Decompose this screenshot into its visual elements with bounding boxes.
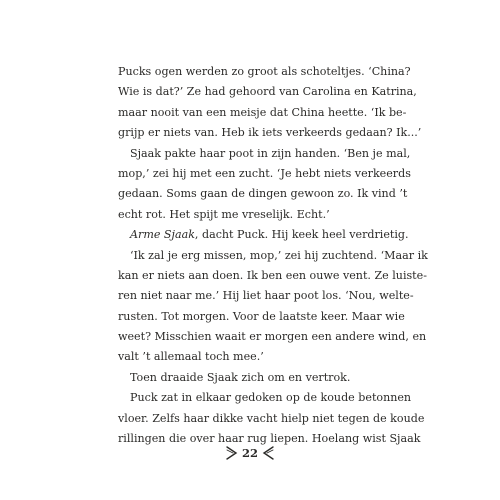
text-line: rusten. Tot morgen. Voor de laatste keer. Maar wie	[118, 309, 405, 323]
text-run: , dacht Puck. Hij keek heel verdrietig.	[194, 228, 409, 242]
text-line: kan er niets aan doen. Ik ben een ouwe vent. Ze luiste-	[118, 268, 427, 282]
body-text	[118, 62, 428, 449]
text-line: rillingen die over haar rug liepen. Hoelang wist Sjaak	[118, 432, 421, 446]
text-line: Sjaak pakte haar poot in zijn handen. ‘Ben je mal,	[130, 146, 411, 160]
text-line: Pucks ogen werden zo groot als schoteltjes. ‘China?	[118, 65, 411, 78]
text-line: maar nooit van een meisje dat China heette. ‘Ik be-	[118, 105, 407, 119]
text-line	[118, 225, 409, 245]
text-line: ‘Ik zal je erg missen, mop,’ zei hij zuchtend. ‘Maar ik	[130, 248, 428, 262]
text-line: vloer. Zelfs haar dikke vacht hielp niet tegen de koude	[118, 411, 425, 425]
text-line: echt rot. Het spijt me vreselijk. Echt.’	[118, 207, 330, 221]
text-line: Puck zat in elkaar gedoken op de koude betonnen	[130, 391, 412, 405]
chevron-right-ornament-icon	[226, 446, 238, 460]
page-number: 22	[241, 446, 258, 460]
page-footer	[0, 445, 500, 460]
italic-phrase: Arme Sjaak	[130, 228, 195, 242]
text-line: valt ’t allemaal toch mee.’	[118, 350, 264, 364]
text-line: Toen draaide Sjaak zich om en vertrok.	[130, 370, 351, 384]
text-line: gedaan. Soms gaan de dingen gewoon zo. Ik vind ’t	[118, 187, 408, 201]
text-line: mop,’ zei hij met een zucht. ‘Je hebt niets verkeerds	[118, 166, 411, 180]
text-line: Wie is dat?’ Ze had gehoord van Carolina en Katrina,	[118, 85, 417, 99]
text-line: ren niet naar me.’ Hij liet haar poot los. ‘Nou, welte-	[118, 289, 414, 303]
text-line: grijp er niets van. Heb ik iets verkeerds gedaan? Ik...’	[118, 126, 422, 140]
chevron-left-ornament-icon	[262, 446, 274, 460]
text-line: weet? Misschien waait er morgen een andere wind, en	[118, 330, 427, 344]
